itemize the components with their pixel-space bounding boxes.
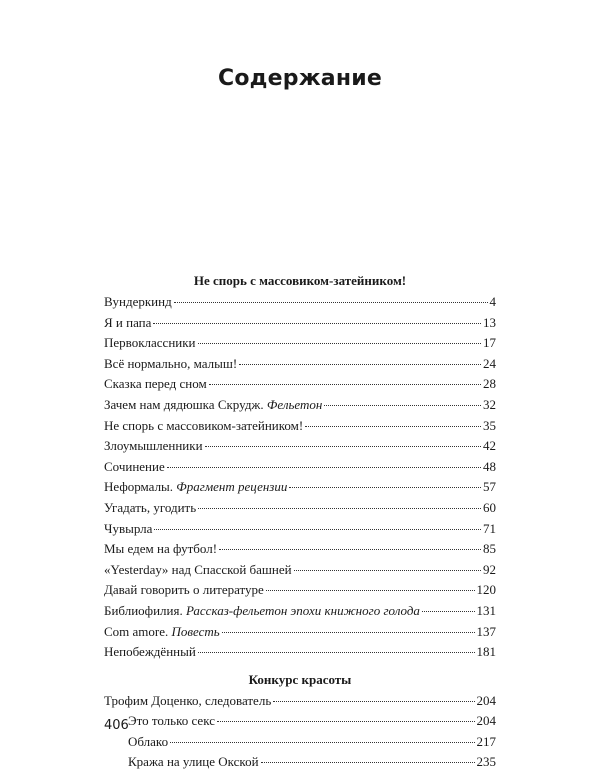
entry-title bbox=[104, 519, 152, 540]
toc-entry bbox=[104, 642, 496, 663]
entry-title bbox=[128, 752, 259, 773]
entry-title bbox=[104, 292, 172, 313]
dot-leader bbox=[289, 487, 481, 488]
toc-entry bbox=[104, 560, 496, 581]
entry-page-number: 235 bbox=[476, 754, 496, 770]
page-title: Содержание bbox=[218, 66, 382, 91]
entry-page-number: 32 bbox=[483, 396, 496, 412]
entry-page-number: 217 bbox=[476, 733, 496, 749]
dot-leader bbox=[294, 570, 481, 571]
entry-title-text: Не спорь с массовиком-затейником! bbox=[104, 417, 304, 433]
entry-title bbox=[104, 354, 237, 375]
entry-page-number: 42 bbox=[483, 438, 496, 454]
entry-title bbox=[104, 560, 292, 581]
entry-title-text: Трофим Доценко, следователь bbox=[104, 692, 272, 708]
entry-title bbox=[104, 313, 151, 334]
toc-entry bbox=[104, 416, 496, 437]
entry-title bbox=[104, 642, 196, 663]
dot-leader bbox=[174, 302, 488, 303]
dot-leader bbox=[198, 343, 481, 344]
toc-entry bbox=[104, 457, 496, 478]
entry-page-number: 13 bbox=[483, 314, 496, 330]
entry-title-text: Это только секс bbox=[128, 713, 215, 729]
entry-page-number: 28 bbox=[483, 376, 496, 392]
entry-title bbox=[104, 498, 196, 519]
toc-subentry bbox=[104, 711, 496, 732]
entry-subtitle: Рассказ-фельетон эпохи книжного голода bbox=[185, 602, 420, 618]
entry-title-text: «Yesterday» над Спасской башней bbox=[104, 561, 292, 577]
entry-title-text: Зачем нам дядюшка Скрудж. bbox=[104, 396, 264, 412]
dot-leader bbox=[198, 652, 475, 653]
entry-page-number: 71 bbox=[483, 520, 496, 536]
entry-page-number: 17 bbox=[483, 335, 496, 351]
entry-title bbox=[104, 395, 322, 416]
entry-subtitle: Фрагмент рецензии bbox=[176, 479, 288, 495]
entry-title-text: Угадать, угодить bbox=[104, 499, 197, 515]
entry-page-number: 120 bbox=[476, 582, 496, 598]
entry-title-text: Мы едем на футбол! bbox=[104, 541, 218, 557]
toc-entry bbox=[104, 292, 496, 313]
entry-title-text: Давай говорить о литературе bbox=[104, 582, 264, 598]
entry-page-number: 48 bbox=[483, 458, 496, 474]
entry-subtitle: Повесть bbox=[171, 623, 220, 639]
entry-title-text: Сочинение bbox=[104, 458, 165, 474]
entry-page-number: 57 bbox=[483, 479, 496, 495]
entry-title-text: Сказка перед сном bbox=[104, 376, 207, 392]
entry-title-text: Вундеркинд bbox=[104, 294, 172, 309]
entry-title bbox=[104, 436, 203, 457]
dot-leader bbox=[170, 742, 474, 743]
dot-leader bbox=[153, 323, 481, 324]
toc-entry bbox=[104, 601, 496, 622]
entry-page-number: 35 bbox=[483, 417, 496, 433]
entry-title bbox=[104, 457, 165, 478]
entry-title bbox=[104, 416, 303, 437]
dot-leader bbox=[324, 405, 481, 406]
entry-page-number: 60 bbox=[483, 499, 496, 515]
entry-page-number: 92 bbox=[483, 561, 496, 577]
dot-leader bbox=[239, 364, 481, 365]
entry-title-text: Я и папа bbox=[104, 314, 152, 330]
entry-title bbox=[104, 622, 220, 643]
entry-title bbox=[104, 601, 420, 622]
entry-title-text: Com amore. bbox=[104, 623, 169, 639]
dot-leader bbox=[209, 384, 481, 385]
entry-title-text: Всё нормально, малыш! bbox=[104, 355, 238, 371]
dot-leader bbox=[154, 529, 481, 530]
toc-entry bbox=[104, 313, 496, 334]
toc-entry bbox=[104, 395, 496, 416]
entry-title-text: Облако bbox=[128, 733, 169, 749]
toc-entry bbox=[104, 477, 496, 498]
entry-title bbox=[104, 477, 287, 498]
entry-title-text: Кража на улице Окской bbox=[128, 754, 259, 770]
toc-entry bbox=[104, 580, 496, 601]
dot-leader bbox=[205, 446, 481, 447]
dot-leader bbox=[219, 549, 481, 550]
entry-page-number: 204 bbox=[476, 692, 496, 708]
dot-leader bbox=[217, 721, 475, 722]
dot-leader bbox=[167, 467, 481, 468]
entry-title bbox=[128, 711, 215, 732]
dot-leader bbox=[305, 426, 481, 427]
entry-title bbox=[104, 333, 196, 354]
entry-page-number: 181 bbox=[476, 644, 496, 660]
entry-page-number: 204 bbox=[476, 713, 496, 729]
entry-title-text: Непобеждённый bbox=[104, 644, 196, 660]
entry-title bbox=[128, 732, 168, 753]
page-number: 406 bbox=[104, 718, 129, 733]
dot-leader bbox=[198, 508, 481, 509]
toc-entry bbox=[104, 498, 496, 519]
entry-title bbox=[104, 580, 264, 601]
toc-entry bbox=[104, 519, 496, 540]
entry-title bbox=[104, 374, 207, 395]
toc-entry bbox=[104, 691, 496, 712]
entry-title bbox=[104, 691, 271, 712]
entry-title-text: Чувырла bbox=[104, 520, 153, 536]
entry-page-number: 4 bbox=[489, 294, 496, 309]
dot-leader bbox=[266, 590, 475, 591]
toc-entry bbox=[104, 436, 496, 457]
entry-page-number: 137 bbox=[476, 623, 496, 639]
dot-leader bbox=[422, 611, 475, 612]
toc-entry bbox=[104, 539, 496, 560]
toc-entry bbox=[104, 333, 496, 354]
toc-entry bbox=[104, 354, 496, 375]
entry-page-number: 131 bbox=[476, 602, 496, 618]
entry-title-text: Первоклассники bbox=[104, 335, 196, 351]
entry-subtitle: Фельетон bbox=[266, 396, 323, 412]
entry-title bbox=[104, 539, 217, 560]
section-title: Не спорь с массовиком-затейником! bbox=[193, 273, 407, 288]
entry-title-text: Библиофилия. bbox=[104, 602, 183, 618]
dot-leader bbox=[273, 701, 474, 702]
section-title: Конкурс красоты bbox=[248, 671, 352, 687]
entry-title-text: Злоумышленники bbox=[104, 438, 203, 454]
toc-entry bbox=[104, 374, 496, 395]
entry-page-number: 85 bbox=[483, 541, 496, 557]
entry-title-text: Неформалы. bbox=[104, 479, 174, 495]
table-of-contents bbox=[104, 270, 496, 773]
toc-entry bbox=[104, 622, 496, 643]
dot-leader bbox=[222, 632, 475, 633]
toc-subentry bbox=[104, 732, 496, 753]
dot-leader bbox=[261, 762, 475, 763]
entry-page-number: 24 bbox=[483, 355, 496, 371]
toc-subentry bbox=[104, 752, 496, 773]
